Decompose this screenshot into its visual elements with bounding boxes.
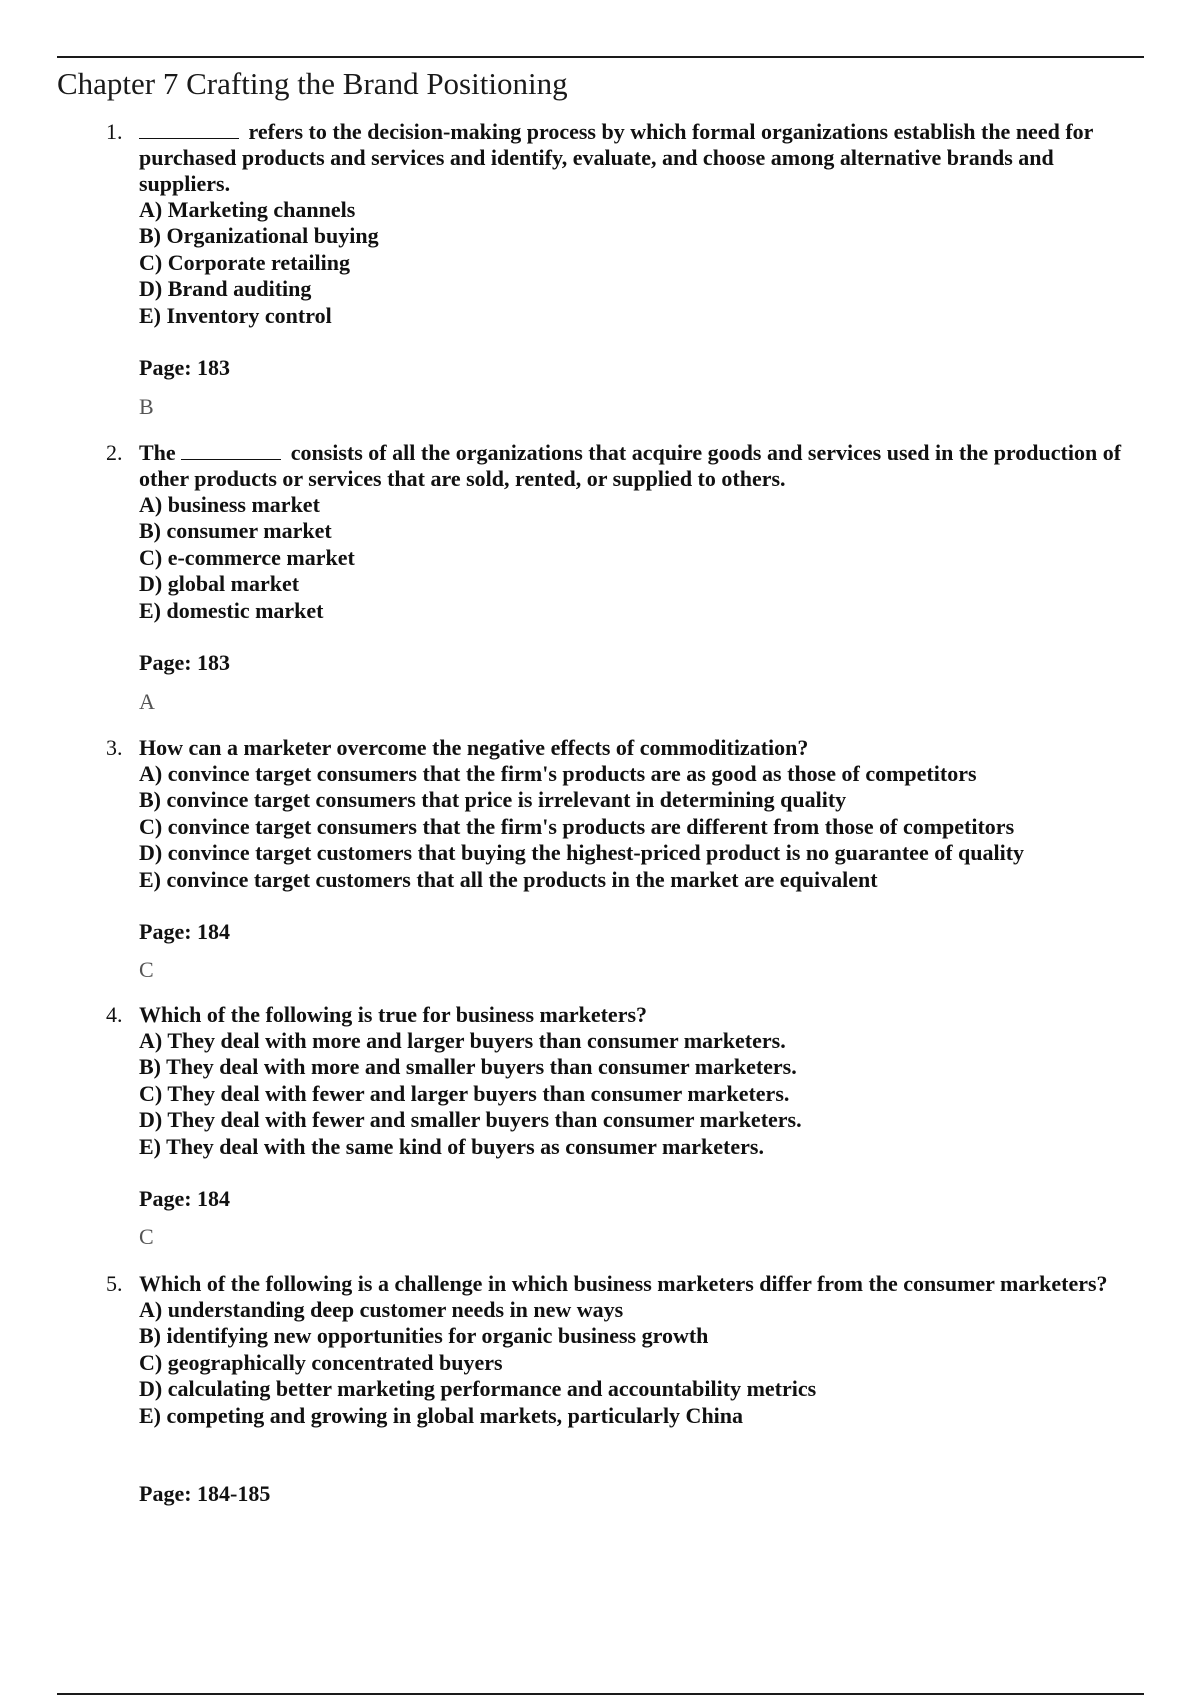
option-c: C) e-commerce market (139, 544, 355, 570)
question-stem (139, 119, 1145, 197)
option-a: A) business market (139, 492, 320, 517)
question-number: 1. (106, 119, 123, 144)
option-e: E) convince target customers that all the products in the market are equivalent (139, 866, 878, 892)
question-1 (106, 119, 1145, 419)
option-c: C) Corporate retailing (139, 249, 350, 275)
option-d: D) Brand auditing (139, 276, 312, 302)
page-reference: Page: 184 (139, 1186, 231, 1211)
option-b: B) consumer market (139, 518, 332, 544)
option-b: B) convince target consumers that price is irrelevant in determining quality (139, 787, 847, 813)
answer-key: B (139, 394, 154, 419)
option-a: A) Marketing channels (139, 197, 356, 222)
question-stem: How can a marketer overcome the negative effects of commoditization? (139, 735, 809, 760)
option-list (139, 1028, 1145, 1160)
option-list (139, 492, 1145, 624)
page-reference: Page: 184 (139, 919, 231, 944)
page-reference: Page: 183 (139, 650, 231, 675)
question-stem-text: consists of all the organizations that acquire goods and services used in the production of other products or services that are sold, rented, or supplied to others. (139, 440, 1122, 491)
option-c: C) They deal with fewer and larger buyers than consumer marketers. (139, 1080, 790, 1106)
option-c: C) geographically concentrated buyers (139, 1349, 503, 1375)
bottom-rule (57, 1693, 1144, 1695)
option-b: B) They deal with more and smaller buyers than consumer marketers. (139, 1054, 797, 1080)
question-stem: Which of the following is a challenge in which business marketers differ from the consumer marketers? (139, 1271, 1108, 1296)
option-e: E) They deal with the same kind of buyers as consumer marketers. (139, 1133, 764, 1159)
question-5 (106, 1271, 1145, 1506)
option-a: A) They deal with more and larger buyers than consumer marketers. (139, 1028, 786, 1053)
option-list (139, 197, 1145, 329)
question-number: 5. (106, 1271, 123, 1296)
answer-key: C (139, 957, 154, 982)
question-stem: Which of the following is true for business marketers? (139, 1002, 648, 1027)
answer-key: A (139, 689, 155, 714)
option-list (139, 1297, 1145, 1429)
option-list (139, 761, 1145, 893)
question-stem-lead: The (139, 440, 176, 465)
option-a: A) convince target consumers that the firm's products are as good as those of competitors (139, 761, 977, 786)
option-e: E) competing and growing in global markets, particularly China (139, 1402, 744, 1428)
option-b: B) identifying new opportunities for organic business growth (139, 1323, 709, 1349)
page-reference: Page: 184-185 (139, 1481, 271, 1506)
answer-key: C (139, 1224, 154, 1249)
answer-blank (181, 441, 281, 460)
page-reference: Page: 183 (139, 355, 231, 380)
option-d: D) global market (139, 571, 300, 597)
question-number: 2. (106, 440, 123, 465)
question-number: 4. (106, 1002, 123, 1027)
question-2 (106, 440, 1145, 714)
question-stem-text: refers to the decision-making process by which formal organizations establish the need for purchased products and services and identify, evaluate, and choose among alternative brands and suppliers. (139, 119, 1094, 196)
option-d: D) convince target customers that buying the highest-priced product is no guarantee of quality (139, 840, 1025, 866)
option-e: E) Inventory control (139, 302, 332, 328)
option-d: D) calculating better marketing performance and accountability metrics (139, 1376, 817, 1402)
option-c: C) convince target consumers that the firm's products are different from those of competitors (139, 813, 1015, 839)
answer-blank (139, 120, 239, 139)
top-rule (57, 56, 1144, 58)
option-a: A) understanding deep customer needs in new ways (139, 1297, 624, 1322)
option-b: B) Organizational buying (139, 223, 379, 249)
option-e: E) domestic market (139, 597, 324, 623)
question-number: 3. (106, 735, 123, 760)
question-stem (139, 440, 1145, 492)
option-d: D) They deal with fewer and smaller buyers than consumer marketers. (139, 1107, 802, 1133)
chapter-title: Chapter 7 Crafting the Brand Positioning (57, 66, 568, 101)
question-3 (106, 735, 1145, 982)
question-4 (106, 1002, 1145, 1249)
